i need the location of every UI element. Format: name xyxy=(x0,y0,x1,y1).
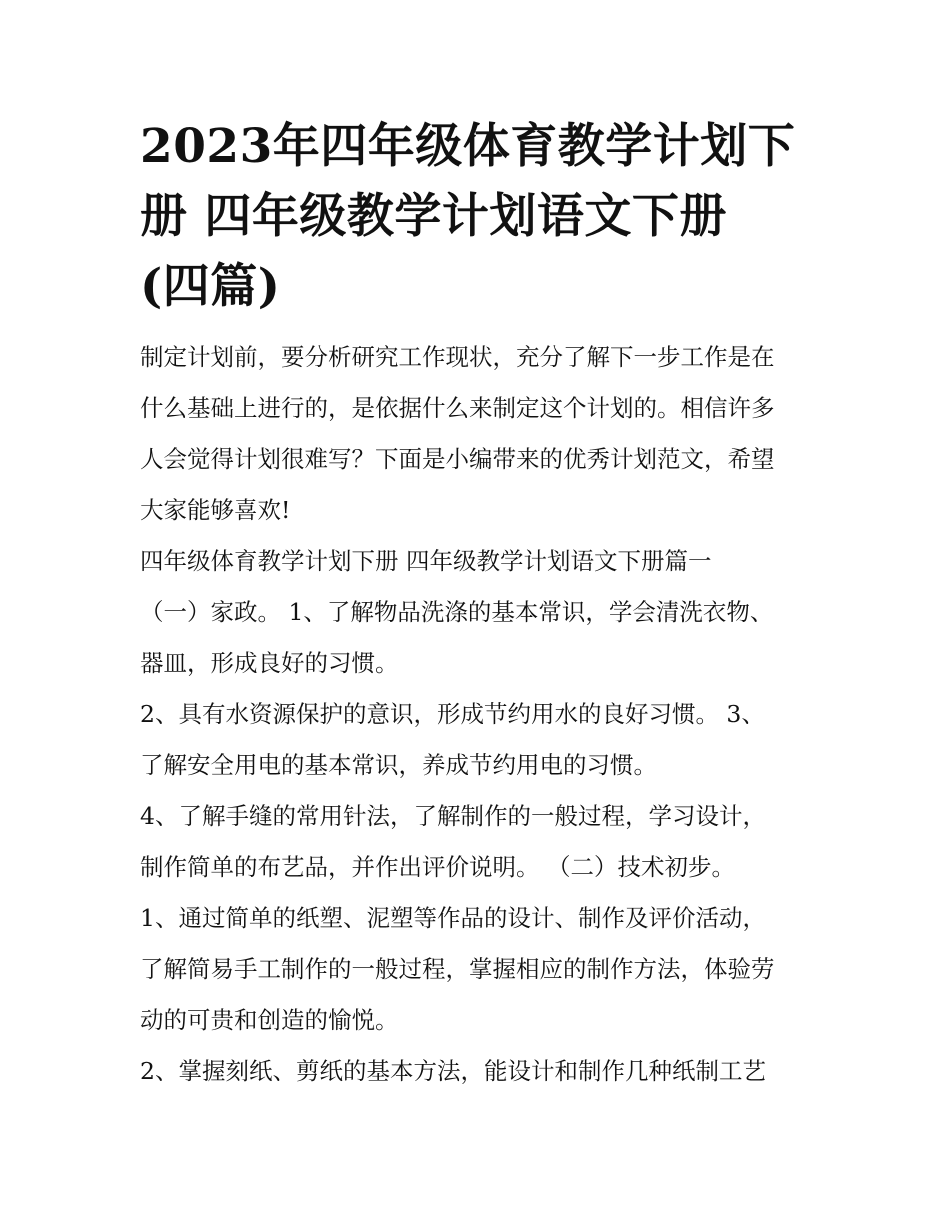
body-line-7: 器皿，形成良好的习惯。 xyxy=(140,649,399,677)
body-line-8: 2、具有水资源保护的意识，形成节约用水的良好习惯。 3、 xyxy=(140,700,765,728)
title-line-1: 2023年四年级体育教学计划下 xyxy=(140,119,796,174)
body-line-2: 什么基础上进行的，是依据什么来制定这个计划的。相信许多 xyxy=(140,394,775,422)
document-body xyxy=(140,332,820,1097)
body-line-14: 动的可贵和创造的愉悦。 xyxy=(140,1006,399,1034)
body-line-1: 制定计划前，要分析研究工作现状，充分了解下一步工作是在 xyxy=(140,343,775,371)
body-line-6: （一）家政。 1、了解物品洗涤的基本常识，学会清洗衣物、 xyxy=(140,598,774,626)
title-line-2: 册 四年级教学计划语文下册 xyxy=(140,189,727,244)
document-title xyxy=(140,112,820,322)
body-line-4: 大家能够喜欢! xyxy=(140,496,291,524)
body-line-15: 2、掌握刻纸、剪纸的基本方法，能设计和制作几种纸制工艺 xyxy=(140,1057,766,1085)
title-line-3: (四篇) xyxy=(140,259,281,314)
body-line-11: 制作简单的布艺品，并作出评价说明。 （二）技术初步。 xyxy=(140,853,735,881)
body-line-13: 了解简易手工制作的一般过程，掌握相应的制作方法，体验劳 xyxy=(140,955,775,983)
body-line-3: 人会觉得计划很难写？下面是小编带来的优秀计划范文，希望 xyxy=(140,445,775,473)
body-line-9: 了解安全用电的基本常识，养成节约用电的习惯。 xyxy=(140,751,657,779)
document-content xyxy=(140,112,820,1097)
section-heading-1: 四年级体育教学计划下册 四年级教学计划语文下册篇一 xyxy=(140,547,712,575)
body-line-10: 4、了解手缝的常用针法，了解制作的一般过程，学习设计， xyxy=(140,802,766,830)
body-line-12: 1、通过简单的纸塑、泥塑等作品的设计、制作及评价活动， xyxy=(140,904,766,932)
